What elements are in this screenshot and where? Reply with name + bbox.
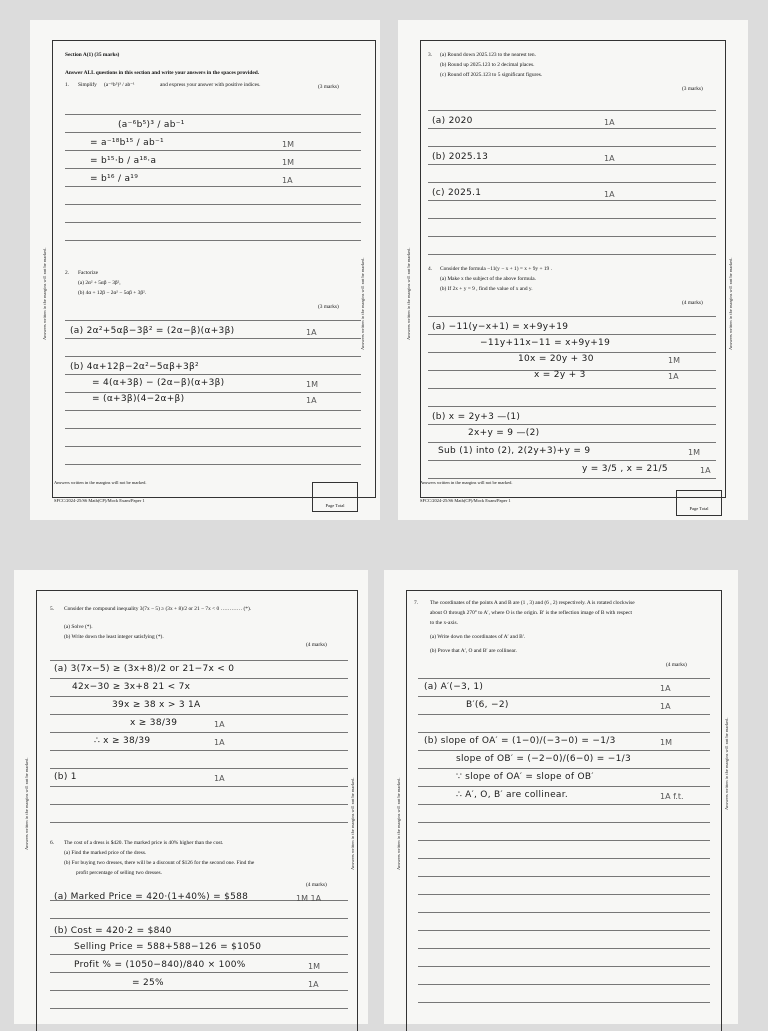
answer-line: [418, 930, 710, 931]
answer-line: [428, 478, 716, 479]
answer-line: [418, 1002, 710, 1003]
handwritten-working: ∴ A′, O, B′ are collinear.: [456, 790, 569, 800]
handwritten-working: (b) 1: [54, 772, 77, 782]
award-mark: 1M: [668, 356, 680, 365]
handwritten-working: 2x+y = 9 —(2): [468, 428, 540, 438]
question-marks: (4 marks): [306, 882, 327, 888]
answer-line: [65, 410, 361, 411]
award-mark: 1A: [604, 154, 615, 163]
question-marks: (4 marks): [682, 300, 703, 306]
question-marks: (3 marks): [682, 86, 703, 92]
answer-line: [50, 936, 348, 937]
page-total-box: [676, 490, 722, 516]
question-text: and express your answer with positive indices.: [160, 82, 261, 88]
handwritten-working: Sub (1) into (2), 2(2y+3)+y = 9: [438, 446, 591, 456]
award-mark: 1A: [660, 684, 671, 693]
answer-line: [428, 388, 716, 389]
section-instruction: Answer ALL questions in this section and write your answers in the spaces provided.: [65, 70, 260, 76]
question-number: 3.: [428, 52, 433, 58]
answer-line: [428, 128, 716, 129]
answer-line: [418, 912, 710, 913]
answer-line: [418, 750, 710, 751]
question-part: (b) 4α + 12β − 2α² − 5αβ + 3β².: [78, 290, 147, 296]
handwritten-working: slope of OB′ = (−2−0)/(6−0) = −1/3: [456, 754, 631, 764]
handwritten-working: (a) 3(7x−5) ≥ (3x+8)/2 or 21−7x < 0: [54, 664, 235, 674]
award-mark: 1M: [282, 158, 294, 167]
page-total-label: Page Total: [325, 503, 345, 508]
answer-line: [50, 954, 348, 955]
handwritten-working: (a) 2020: [432, 116, 473, 126]
question-marks: (4 marks): [666, 662, 687, 668]
handwritten-working: (b) x = 2y+3 —(1): [432, 412, 521, 422]
exam-page-2: [398, 20, 748, 520]
page-total-label: Page Total: [689, 506, 709, 511]
answer-line: [418, 840, 710, 841]
handwritten-working: ∴ x ≥ 38/39: [94, 736, 151, 746]
margin-note-right: Answers written in the margins will not be marked.: [728, 257, 733, 350]
answer-line: [418, 894, 710, 895]
question-marks: (4 marks): [306, 642, 327, 648]
handwritten-working: Selling Price = 588+588−126 = $1050: [74, 942, 262, 952]
question-part: (b) Prove that A′, O and B′ are collinear.: [430, 648, 517, 654]
handwritten-working: −11y+11x−11 = x+9y+19: [480, 338, 611, 348]
question-part: (c) Round off 2025.123 to 5 significant figures.: [440, 72, 543, 78]
answer-line: [428, 460, 716, 461]
answer-line: [65, 446, 361, 447]
handwritten-working: Profit % = (1050−840)/840 × 100%: [74, 960, 246, 970]
handwritten-working: x = 2y + 3: [534, 370, 586, 380]
handwritten-working: = b¹⁶ / a¹⁹: [90, 174, 139, 184]
answer-line: [418, 732, 710, 733]
answer-line: [418, 948, 710, 949]
answer-line: [65, 464, 361, 465]
award-mark: 1A: [306, 396, 317, 405]
question-part: (a) Find the marked price of the dress.: [64, 850, 147, 856]
handwritten-working: = 25%: [132, 978, 164, 988]
answer-line: [428, 442, 716, 443]
footer-code: SFCC/2024-25/S6 Math(CP)/Mock Exam/Paper 1: [54, 498, 145, 503]
answer-line: [65, 150, 361, 151]
question-part: (a) Solve (*).: [64, 624, 93, 630]
question-marks: (3 marks): [318, 84, 339, 90]
handwritten-working: (a) Marked Price = 420·(1+40%) = $588: [54, 892, 249, 902]
footer-note: Answers written in the margins will not be marked.: [54, 480, 147, 485]
footer-code: SFCC/2024-25/S6 Math(CP)/Mock Exam/Paper 1: [420, 498, 511, 503]
answer-line: [428, 200, 716, 201]
award-mark: 1A: [214, 738, 225, 747]
footer-note: Answers written in the margins will not be marked.: [420, 480, 513, 485]
handwritten-working: B′(6, −2): [466, 700, 509, 710]
answer-line: [418, 678, 710, 679]
exam-page-4: [384, 570, 738, 1024]
handwritten-working: (a⁻⁶b⁵)³ / ab⁻¹: [118, 120, 185, 130]
award-mark: 1A: [308, 980, 319, 989]
answer-line: [50, 918, 348, 919]
answer-line: [65, 240, 361, 241]
answer-line: [50, 678, 348, 679]
exam-page-1: [30, 20, 380, 520]
answer-line: [50, 804, 348, 805]
answer-line: [428, 406, 716, 407]
answer-line: [418, 822, 710, 823]
margin-note-left: Answers written in the margins will not be marked.: [396, 777, 401, 870]
question-part: (b) Round up 2025.123 to 2 decimal places.: [440, 62, 535, 68]
question-part: (b) If 2x + y = 9 , find the value of x and y.: [440, 286, 533, 292]
question-number: 4.: [428, 266, 433, 272]
handwritten-working: ∵ slope of OA′ = slope of OB′: [456, 772, 594, 782]
answer-line: [428, 352, 716, 353]
answer-line: [418, 966, 710, 967]
handwritten-working: (a) −11(y−x+1) = x+9y+19: [432, 322, 569, 332]
answer-line: [428, 254, 716, 255]
award-mark: 1A: [306, 328, 317, 337]
question-number: 7.: [414, 600, 419, 606]
award-mark: 1A: [282, 176, 293, 185]
award-mark: 1A: [214, 720, 225, 729]
margin-note-left: Answers written in the margins will not be marked.: [24, 757, 29, 850]
answer-line: [65, 186, 361, 187]
question-text: Simplify: [78, 82, 97, 88]
answer-line: [428, 110, 716, 111]
handwritten-working: (c) 2025.1: [432, 188, 482, 198]
award-mark: 1A f.t.: [660, 792, 684, 801]
answer-line: [50, 714, 348, 715]
handwritten-working: x ≥ 38/39: [130, 718, 178, 728]
question-part: (a) Make x the subject of the above formula.: [440, 276, 536, 282]
award-mark: 1A: [660, 702, 671, 711]
answer-line: [418, 876, 710, 877]
answer-line: [65, 374, 361, 375]
award-mark: 1M: [306, 380, 318, 389]
answer-line: [418, 786, 710, 787]
answer-frame: [52, 40, 376, 498]
answer-line: [428, 424, 716, 425]
margin-note-left: Answers written in the margins will not be marked.: [42, 247, 47, 340]
answer-line: [65, 320, 361, 321]
award-mark: 1M: [660, 738, 672, 747]
question-part: (a) 2α² + 5αβ − 3β²,: [78, 280, 121, 286]
handwritten-working: (b) 4α+12β−2α²−5αβ+3β²: [70, 362, 199, 372]
answer-line: [50, 768, 348, 769]
question-number: 1.: [65, 82, 70, 88]
answer-line: [50, 972, 348, 973]
answer-line: [428, 182, 716, 183]
answer-line: [418, 768, 710, 769]
award-mark: 1A: [668, 372, 679, 381]
handwritten-working: = 4(α+3β) − (2α−β)(α+3β): [92, 378, 225, 388]
answer-line: [65, 132, 361, 133]
question-part: (a) Write down the coordinates of A′ and B′.: [430, 634, 526, 640]
handwritten-working: (b) slope of OA′ = (1−0)/(−3−0) = −1/3: [424, 736, 616, 746]
margin-note-right: Answers written in the margins will not be marked.: [350, 777, 355, 870]
award-mark: 1M: [688, 448, 700, 457]
answer-line: [50, 822, 348, 823]
award-mark: 1A: [604, 118, 615, 127]
answer-line: [65, 338, 361, 339]
answer-line: [50, 696, 348, 697]
handwritten-working: 39x ≥ 38 x > 3 1A: [112, 700, 201, 710]
question-number: 5.: [50, 606, 55, 612]
award-mark: 1M 1A: [296, 894, 322, 903]
answer-line: [65, 204, 361, 205]
answer-frame: [406, 590, 722, 1031]
margin-note-left: Answers written in the margins will not be marked.: [406, 247, 411, 340]
award-mark: 1A: [604, 190, 615, 199]
question-text: Consider the formula −11(y − x + 1) = x + 9y + 19 .: [440, 266, 552, 272]
handwritten-working: = (α+3β)(4−2α+β): [92, 394, 185, 404]
question-text: to the x-axis.: [430, 620, 458, 626]
question-part: (a) Round down 2025.123 to the nearest ten.: [440, 52, 536, 58]
handwritten-working: (b) Cost = 420·2 = $840: [54, 926, 172, 936]
answer-line: [65, 356, 361, 357]
exam-page-3: [14, 570, 368, 1024]
answer-line: [50, 990, 348, 991]
answer-line: [65, 114, 361, 115]
question-text: The coordinates of the points A and B are (1 , 3) and (6 , 2) respectively. A is rotated clockwise: [430, 600, 635, 606]
question-text: The cost of a dress is $420. The marked price is 40% higher than the cost.: [64, 840, 224, 846]
question-text: Factorize: [78, 270, 99, 276]
handwritten-working: y = 3/5 , x = 21/5: [582, 464, 668, 474]
answer-line: [50, 732, 348, 733]
award-mark: 1M: [308, 962, 320, 971]
answer-line: [428, 316, 716, 317]
answer-line: [50, 660, 348, 661]
handwritten-working: 10x = 20y + 30: [518, 354, 594, 364]
handwritten-working: (a) 2α²+5αβ−3β² = (2α−β)(α+3β): [70, 326, 235, 336]
question-expression: (a⁻⁶b⁵)³ / ab⁻¹: [104, 82, 135, 88]
answer-line: [65, 392, 361, 393]
question-number: 2.: [65, 270, 70, 276]
handwritten-working: (a) A′(−3, 1): [424, 682, 484, 692]
answer-line: [418, 696, 710, 697]
answer-line: [418, 804, 710, 805]
answer-line: [65, 222, 361, 223]
handwritten-working: (b) 2025.13: [432, 152, 489, 162]
question-part: (b) Write down the least integer satisfying (*).: [64, 634, 164, 640]
page-total-box: [312, 482, 358, 512]
award-mark: 1A: [214, 774, 225, 783]
question-part: profit percentage of selling two dresses.: [76, 870, 162, 876]
margin-note-right: Answers written in the margins will not be marked.: [724, 717, 729, 810]
margin-note-right: Answers written in the margins will not be marked.: [360, 257, 365, 350]
answer-line: [428, 334, 716, 335]
answer-line: [50, 1008, 348, 1009]
answer-line: [428, 218, 716, 219]
answer-line: [428, 146, 716, 147]
answer-line: [65, 428, 361, 429]
question-marks: (3 marks): [318, 304, 339, 310]
answer-line: [418, 984, 710, 985]
answer-line: [418, 858, 710, 859]
answer-line: [428, 236, 716, 237]
question-number: 6.: [50, 840, 55, 846]
question-part: (b) For buying two dresses, there will be a discount of $126 for the second one. Find the: [64, 860, 255, 866]
award-mark: 1A: [700, 466, 711, 475]
question-text: about O through 270° to A′, where O is the origin. B′ is the reflection image of B with respect: [430, 610, 632, 616]
answer-line: [418, 714, 710, 715]
award-mark: 1M: [282, 140, 294, 149]
answer-line: [50, 750, 348, 751]
question-text: Consider the compound inequality 3(7x − 5) ≥ (3x + 8)/2 or 21 − 7x < 0 ………… (*).: [64, 606, 252, 612]
section-title: Section A(1) (35 marks): [65, 52, 120, 58]
answer-line: [50, 786, 348, 787]
handwritten-working: = a⁻¹⁸b¹⁵ / ab⁻¹: [90, 138, 164, 148]
handwritten-working: = b¹⁵·b / a¹⁸·a: [90, 156, 157, 166]
answer-line: [428, 164, 716, 165]
answer-line: [65, 168, 361, 169]
handwritten-working: 42x−30 ≥ 3x+8 21 < 7x: [72, 682, 191, 692]
